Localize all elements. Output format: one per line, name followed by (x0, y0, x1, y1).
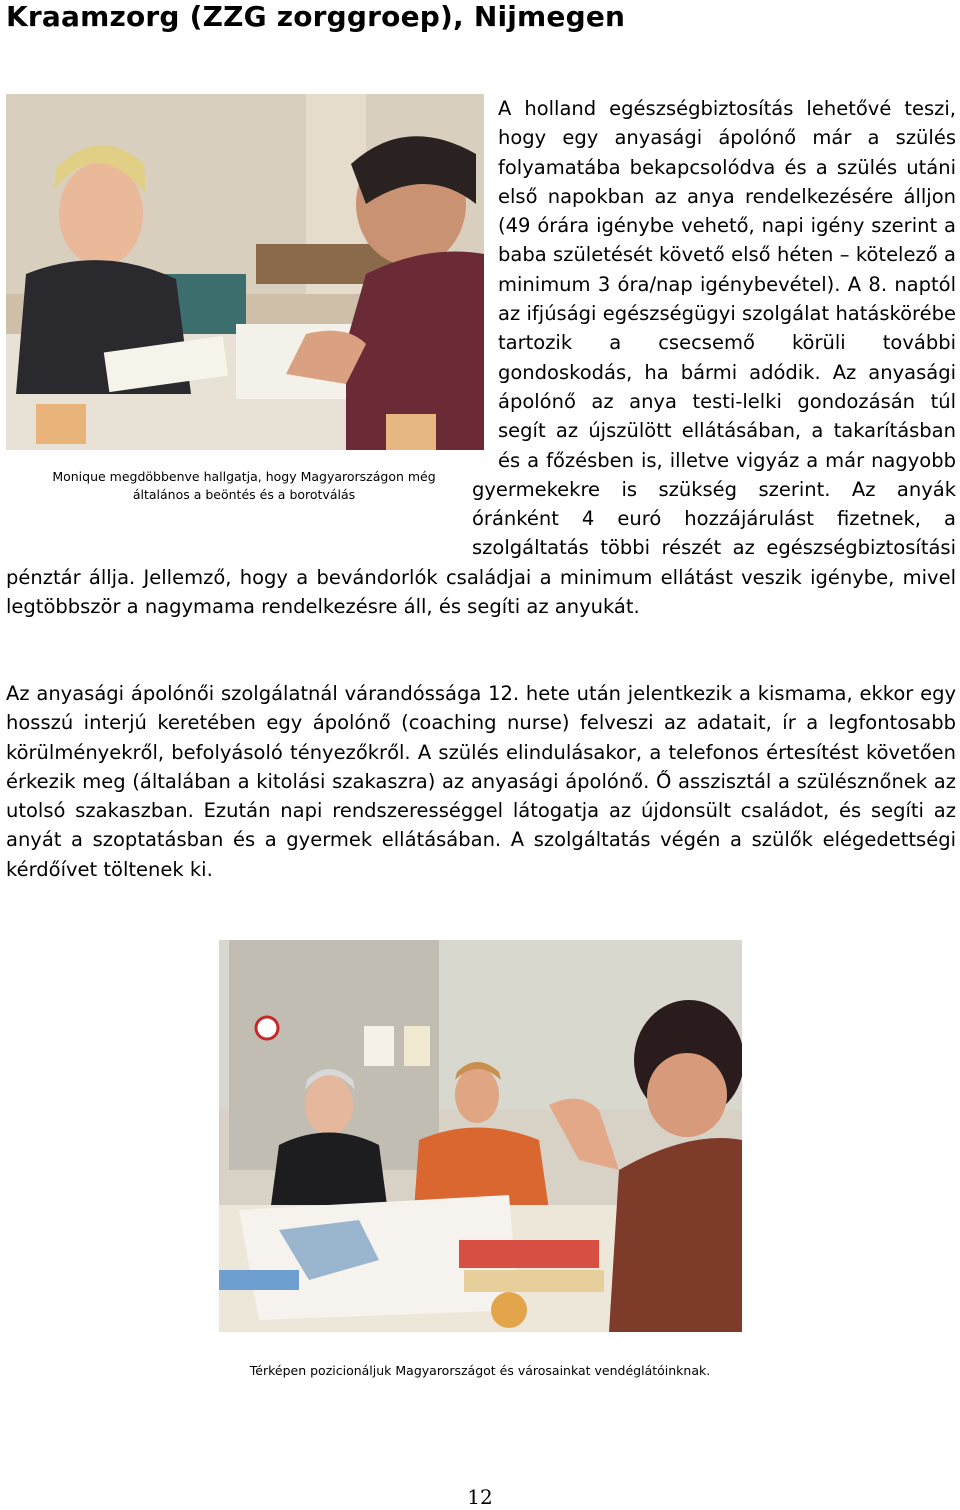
figure-1-caption: Monique megdöbbenve hallgatja, hogy Magyarországon még általános a beöntés és a borotválás (52, 469, 436, 502)
body-paragraph-2: Az anyasági ápolónői szolgálatnál várandóssága 12. hete után jelentkezik a kismama, ekkor egy hosszú interjú keretében egy ápolónő (coaching nurse) felveszi az adatait, ír a legfontosabb körülményekről, befolyásoló tényezőkről. A szülés elindulásakor, a telefonos értesítést követően érkezik meg (általában a kitolási szakaszra) az anyasági ápolónő. Ő asszisztál a szülésznőnek az utolsó szakaszban. Ezután napi rendszerességgel látogatja az újdonsült családot, és segíti az anyát a szoptatásban és a gyermek ellátásában. A szolgáltatás végén a szülők elégedettségi kérdőívet töltenek ki. (6, 682, 956, 881)
page-title: Kraamzorg (ZZG zorggroep), Nijmegen (6, 0, 626, 33)
figure-2-caption: Térképen pozicionáljuk Magyarországot és városainkat vendéglátóinknak. (249, 1363, 711, 1378)
page-number: 12 (467, 1485, 493, 1509)
body-paragraph-1 (6, 94, 956, 621)
paragraph-1-text: A holland egészségbiztosítás lehetővé teszi, hogy egy anyasági ápolónő már a szülés folyamatába bekapcsolódva és a szülés utáni első napokban az anya rendelkezésére álljon (49 órára igénybe vehető, napi igény szerint a baba születését követő első héten – kötelező a minimum 3 óra/nap igénybevétel). A 8. naptól az ifjúsági egészségügyi szolgálat hatáskörébe tartozik a csecsemő körüli további gondoskodás, ha bármi adódik. Az anyasági ápolónő az anya testi-lelki gondozásán túl segít az újszülött ellátásában, a takarításban és a főzésben is, illetve vigyáz a már nagyobb gyermekekre is szükség szerint. Az anyák óránként 4 euró hozzájárulást fizetnek, a szolgáltatás többi részét az egészségbiztosítási pénztár állja. Jellemző, hogy a bevándorlók családjai a minimum ellátást veszik igénybe, mivel legtöbbször a nagymama rendelkezésre áll, és segíti az anyukát. (6, 97, 956, 619)
photo-1-wrap-spacer (6, 94, 498, 446)
meeting-photo-2 (219, 940, 742, 1332)
photo-2-image (219, 940, 742, 1332)
caption-1-wrap-spacer (6, 446, 472, 534)
